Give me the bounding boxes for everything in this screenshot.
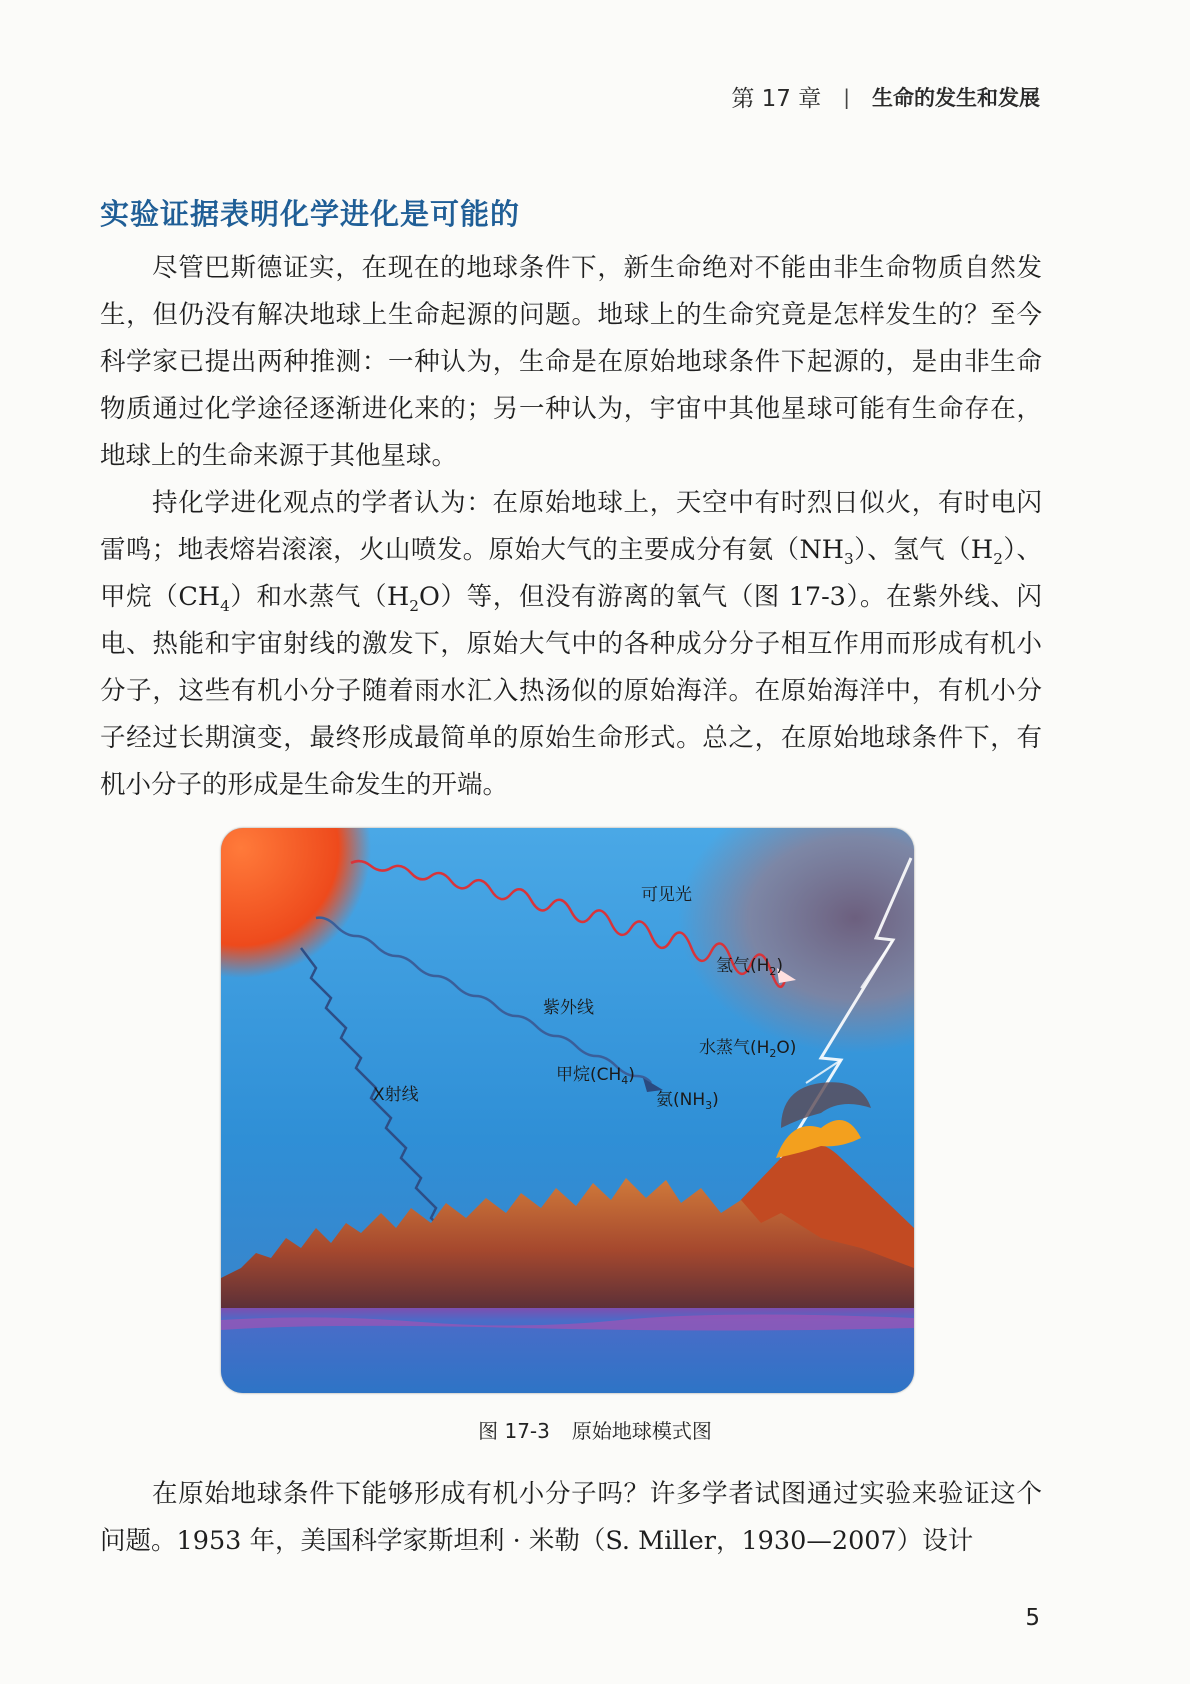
chapter-number: 第 17 章 (731, 86, 822, 112)
paragraph-2: 持化学进化观点的学者认为：在原始地球上，天空中有时烈日似火，有时电闪雷鸣；地表熔岩滚滚，火山喷发。原始大气的主要成分有氨$(NH_3)$、氢气$(H_2)$、甲烷$(CH_4)$和水蒸气$(H_2O)$等，但没有游离的氧气（图 17-3）。在紫外线、闪电、热能和宇宙射线的激发下，原始大气中的各种成分分子相互作用而形成有机小分子，这些有机小分子随着雨水汇入热汤似的原始海洋。在原始海洋中，有机小分子经过长期演变，最终形成最简单的原始生命形式。总之，在原始地球条件下，有机小分子的形成是生命发生的开端。 (100, 488, 1042, 800)
label-hydrogen: 氢气$(H_2)$ (716, 956, 784, 978)
header-separator: | (843, 84, 850, 109)
label-uv: 紫外线 (543, 998, 594, 1018)
label-visible-light: 可见光 (641, 885, 692, 905)
figure-number: 图 17-3 (478, 1419, 550, 1443)
figure-title: 原始地球模式图 (571, 1419, 712, 1443)
label-ammonia: 氨$(NH_3)$ (656, 1090, 719, 1112)
figure-caption (0, 1415, 1190, 1444)
label-water-vapor: 水蒸气$(H_2O)$ (699, 1038, 797, 1060)
chapter-title: 生命的发生和发展 (872, 85, 1040, 110)
label-methane: 甲烷$(CH_4)$ (556, 1065, 635, 1087)
paragraph-1: 尽管巴斯德证实，在现在的地球条件下，新生命绝对不能由非生命物质自然发生，但仍没有解决地球上生命起源的问题。地球上的生命究竟是怎样发生的？至今科学家已提出两种推测：一种认为，生命是在原始地球条件下起源的，是由非生命物质通过化学途径逐渐进化来的；另一种认为，宇宙中其他星球可能有生命存在，地球上的生命来源于其他星球。 (100, 253, 1042, 471)
page-number: 5 (1025, 1605, 1040, 1631)
primitive-earth-figure (221, 828, 914, 1393)
section-title: 实验证据表明化学进化是可能的 (100, 197, 521, 231)
label-xray: X射线 (373, 1085, 419, 1105)
running-header (731, 80, 1040, 113)
paragraph-3: 在原始地球条件下能够形成有机小分子吗？许多学者试图通过实验来验证这个问题。1953 年，美国科学家斯坦利 · 米勒（S. Miller，1930—2007）设计 (100, 1479, 1042, 1556)
